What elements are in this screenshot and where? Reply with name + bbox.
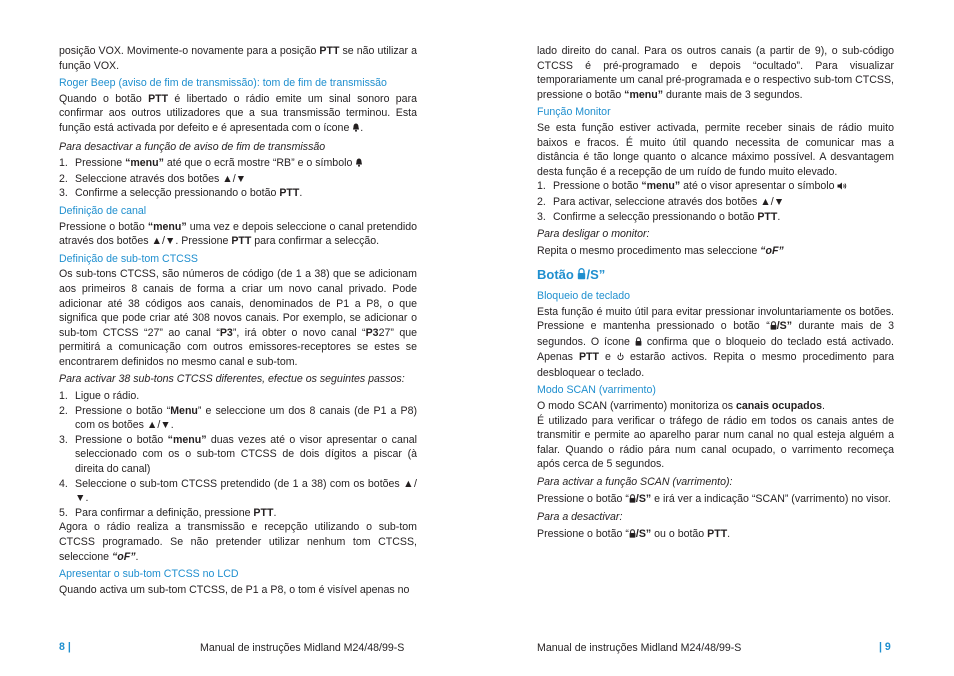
bell-icon: [352, 122, 360, 137]
bell-icon: [355, 157, 363, 172]
lock-icon: [635, 336, 642, 351]
lock-icon: [629, 528, 636, 543]
roger-beep-text: Quando o botão PTT é libertado o rádio emite um sinal sonoro para confirmar aos outros utilizadores que a sua transmissão terminou. Esta função está activada por defeito e é apresentada com o ícone .: [59, 92, 417, 137]
lock-icon: [770, 320, 777, 335]
lcd-text: Quando activa um sub-tom CTCSS, de P1 a P8, o tom é visível apenas no: [59, 583, 410, 596]
continued-paragraph: lado direito do canal. Para os outros canais (a partir de 9), o sub-código CTCSS é pré-programado e depois “ocultado”. Para visualizar temporariamente um canal pré-programada e o respectivo sub-tom CTCSS, pressione o botão “menu” durante mais de 3 segundos.: [537, 45, 894, 101]
channel-heading: Definição de canal: [59, 204, 147, 217]
lcd-heading: Apresentar o sub-tom CTCSS no LCD: [59, 568, 239, 581]
keylock-heading: Bloqueio de teclado: [537, 289, 631, 302]
lock-icon: [629, 493, 636, 508]
right-footer-title: Manual de instruções Midland M24/48/99-S: [537, 642, 742, 654]
ctcss-text: Os sub-tons CTCSS, são números de código (de 1 a 38) que se adicionam aos primeiros 8 canais de forma a criar um novo canal privado. Pode adicionar até 38 códigos aos canais, denominados de P1 a P8, o que significa que pode criar até 308 novos canais. Por exemplo, se adicionar o sub-tom CTCSS “27” ao canal “P3”, irá obter o novo canal “P327” que permitirá a comunicação com outros emissores-receptores se estes se encontrarem definidos no mesmo canal e sub-tom.: [59, 268, 417, 368]
left-page-column: [59, 44, 417, 597]
monitor-steps: [537, 179, 894, 224]
right-page-column: [537, 44, 894, 542]
list-item: 2. Seleccione através dos botões ▲/▼: [59, 172, 247, 185]
list-item: 1. Ligue o rádio.: [59, 390, 140, 403]
monitor-heading: Função Monitor: [537, 106, 611, 119]
list-item: 4. Seleccione o sub-tom CTCSS pretendido (de 1 a 38) com os botões ▲/▼.: [59, 477, 417, 505]
scan-text-2: É utilizado para verificar o tráfego de rádio em todos os canais antes de transmitir e permite ao aparelho parar num canal no qual esteja alguém a falar. Quando o rádio pára num canal ocupado, o varrimento recomeça após cerca de 5 segundos.: [537, 414, 894, 471]
list-item: 2. Para activar, seleccione através dos botões ▲/▼: [537, 195, 785, 208]
scan-on-instruction: Para activar a função SCAN (varrimento):: [537, 476, 733, 489]
roger-beep-steps: [59, 156, 417, 201]
roger-beep-instruction: Para desactivar a função de aviso de fim de transmissão: [59, 140, 326, 153]
speaker-icon: [837, 180, 847, 195]
ctcss-after-text: Agora o rádio realiza a transmissão e recepção utilizando o sub-tom CTCSS programado. Se não pretender utilizar nenhum tom CTCSS, seleccione “oF”.: [59, 521, 417, 563]
scan-on-text: Pressione o botão “ /S” e irá ver a indicação “SCAN” (varrimento) no visor.: [537, 492, 894, 508]
left-page-number: 8 |: [59, 641, 71, 653]
keylock-text: Esta função é muito útil para evitar pressionar involuntariamente os botões. Pressione e mantenha pressionado o botão “ /S” durante mais de 3 segundos. O ícone confirma que o bloqueio do teclado está activado. Apenas PTT e estarão activos. Repita o mesmo procedimento para desbloquear o teclado.: [537, 305, 895, 379]
deactivate-text: Pressione o botão “ /S” ou o botão PTT.: [537, 527, 894, 543]
scan-text: O modo SCAN (varrimento) monitoriza os canais ocupados.: [537, 400, 825, 413]
list-item: 3. Pressione o botão “menu” duas vezes até o visor apresentar o canal seleccionado com os o sub-tom CTCSS de dois dígitos a piscar (à direita do canal): [59, 433, 417, 476]
roger-beep-heading: Roger Beep (aviso de fim de transmissão): tom de fim de transmissão: [59, 77, 387, 90]
list-item: 3. Confirme a selecção pressionando o botão PTT.: [59, 187, 303, 200]
monitor-off-instruction: Para desligar o monitor:: [537, 228, 650, 241]
scan-heading: Modo SCAN (varrimento): [537, 384, 656, 397]
list-item: 5. Para confirmar a definição, pressione PTT.: [59, 506, 277, 519]
channel-text: Pressione o botão “menu” uma vez e depois seleccione o canal pretendido através dos botões ▲/▼. Pressione PTT para confirmar a selecção.: [59, 220, 418, 248]
list-item: 1. Pressione o botão “menu” até o visor apresentar o símbolo: [537, 179, 894, 195]
list-item: 1. Pressione “menu” até que o ecrã mostre “RB” e o símbolo: [59, 156, 417, 172]
ctcss-instruction: Para activar 38 sub-tons CTCSS diferentes, efectue os seguintes passos:: [59, 373, 405, 386]
list-item: 3. Confirme a selecção pressionando o botão PTT.: [537, 210, 781, 223]
right-page-number: | 9: [879, 641, 891, 653]
vox-paragraph: posição VOX. Movimente-o novamente para a posição PTT se não utilizar a função VOX.: [59, 45, 417, 72]
left-footer-title: Manual de instruções Midland M24/48/99-S: [200, 642, 405, 654]
lock-scan-button-heading: Botão /S”: [537, 267, 606, 283]
ctcss-heading: Definição de sub-tom CTCSS: [59, 252, 198, 265]
power-icon: [617, 351, 624, 366]
monitor-off-text: Repita o mesmo procedimento mas seleccione “oF”: [537, 244, 784, 257]
list-item: 2. Pressione o botão “Menu” e seleccione um dos 8 canais (de P1 a P8) com os botões ▲/▼.: [59, 404, 417, 432]
monitor-text: Se esta função estiver activada, permite receber sinais de rádio muito baixos e fracos. É muito útil quando necessita de comunicar mas a distância é tão longe quanto o alcance máximo possível. A desvantagem desta função é a recepção de um ruído de fundo muito elevado.: [537, 121, 894, 178]
deactivate-instruction: Para a desactivar:: [537, 511, 623, 524]
ctcss-steps: [59, 389, 417, 520]
